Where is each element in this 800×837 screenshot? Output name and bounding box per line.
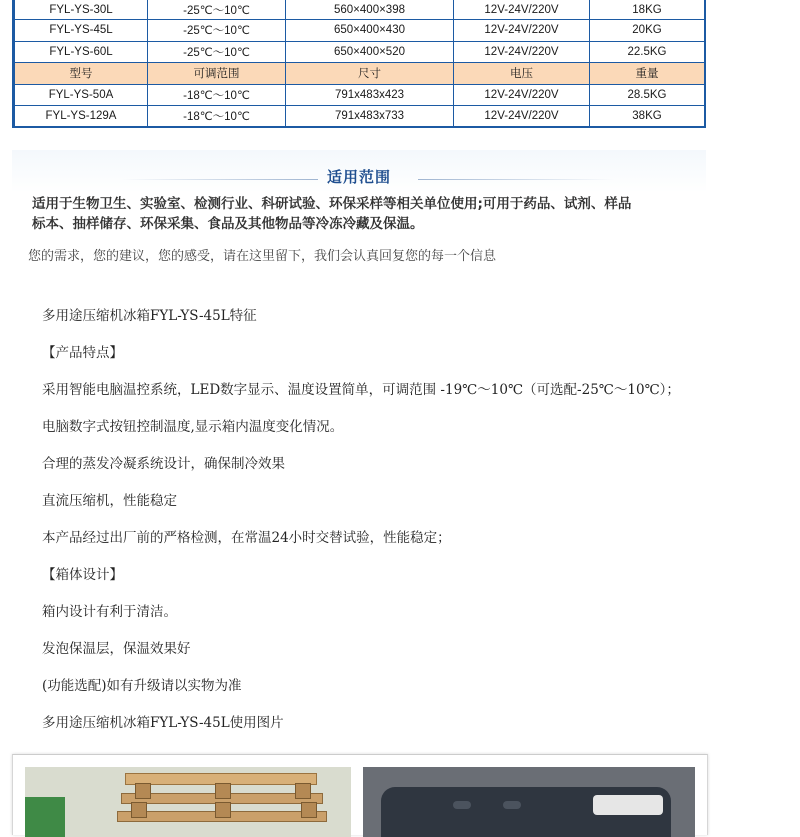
cooler-handle-shape (593, 795, 663, 815)
feature-item: 采用智能电脑温控系统，LED数字显示、温度设置简单，可调范围 -19℃～10℃（可选配-25℃～10℃）； (42, 382, 680, 398)
feature-item: (功能选配)如有升级请以实物为准 (42, 678, 242, 694)
spec-data-row (15, 20, 705, 42)
scope-banner (12, 150, 706, 272)
voltage-cell: 12V-24V/220V (454, 84, 590, 106)
cooler-lid-recess (453, 801, 471, 809)
scope-description (32, 194, 692, 234)
model-cell: FYL-YS-60L (15, 41, 148, 63)
spec-header-row (15, 63, 705, 85)
feature-item: 多用途压缩机冰箱FYL-YS-45L使用图片 (42, 715, 284, 731)
model-cell: FYL-YS-129A (15, 106, 148, 128)
range-cell: -25℃～10℃ (148, 41, 286, 63)
cooler-photo[interactable] (363, 767, 695, 837)
spec-header-cell: 重量 (590, 63, 705, 85)
size-cell: 650×400×520 (286, 41, 454, 63)
feature-item: 发泡保温层，保温效果好 (42, 641, 191, 657)
cooler-lid-recess (503, 801, 521, 809)
model-cell: FYL-YS-50A (15, 84, 148, 106)
spec-header-cell: 可调范围 (148, 63, 286, 85)
feature-item: 本产品经过出厂前的严格检测，在常温24小时交替试验，性能稳定； (42, 530, 451, 546)
feature-list (42, 302, 792, 746)
size-cell: 560×400×398 (286, 0, 454, 20)
feature-item: 合理的蒸发冷凝系统设计，确保制冷效果 (42, 456, 285, 472)
range-cell: -18℃～10℃ (148, 84, 286, 106)
feature-item: 【箱体设计】 (42, 567, 123, 583)
model-cell: FYL-YS-45L (15, 20, 148, 42)
range-cell: -25℃～10℃ (148, 0, 286, 20)
pallet-block (295, 783, 311, 799)
voltage-cell: 12V-24V/220V (454, 20, 590, 42)
weight-cell: 38KG (590, 106, 705, 128)
spec-data-row (15, 41, 705, 63)
weight-cell: 20KG (590, 20, 705, 42)
weight-cell: 28.5KG (590, 84, 705, 106)
spec-data-row (15, 106, 705, 128)
feature-item: 直流压缩机，性能稳定 (42, 493, 177, 509)
range-cell: -25℃～10℃ (148, 20, 286, 42)
spec-data-row (15, 84, 705, 106)
pallet-photo[interactable] (25, 767, 351, 837)
range-cell: -18℃～10℃ (148, 106, 286, 128)
feature-item: 箱内设计有利于清洁。 (42, 604, 177, 620)
pallet-block (215, 802, 231, 818)
size-cell: 791x483x423 (286, 84, 454, 106)
usage-photo-gallery (12, 754, 708, 835)
pallet-block (135, 783, 151, 799)
scope-title: 适用范围 (326, 168, 391, 186)
feedback-prompt: 您的需求，您的建议，您的感受，请在这里留下，我们会认真回复您的每一个信息 (28, 249, 497, 264)
scope-description-line: 适用于生物卫生、实验室、检测行业、科研试验、环保采样等相关单位使用;可用于药品、试剂、样品 (32, 196, 632, 212)
pallet-block (215, 783, 231, 799)
spec-table-container (12, 0, 706, 128)
voltage-cell: 12V-24V/220V (454, 41, 590, 63)
spec-header-cell: 尺寸 (286, 63, 454, 85)
title-divider-right (418, 179, 614, 180)
feature-item: 【产品特点】 (42, 345, 123, 361)
spec-header-cell: 型号 (15, 63, 148, 85)
pallet-block (301, 802, 317, 818)
voltage-cell: 12V-24V/220V (454, 0, 590, 20)
feature-item: 电脑数字式按钮控制温度,显示箱内温度变化情况。 (42, 419, 344, 435)
voltage-cell: 12V-24V/220V (454, 106, 590, 128)
size-cell: 791x483x733 (286, 106, 454, 128)
pallet-block (131, 802, 147, 818)
weight-cell: 18KG (590, 0, 705, 20)
spec-data-row (15, 0, 705, 20)
model-cell: FYL-YS-30L (15, 0, 148, 20)
feature-item: 多用途压缩机冰箱FYL-YS-45L特征 (42, 308, 257, 324)
scope-description-line: 标本、抽样储存、环保采集、食品及其他物品等冷冻冷藏及保温。 (32, 216, 424, 232)
spec-table (14, 0, 705, 128)
spec-header-cell: 电压 (454, 63, 590, 85)
size-cell: 650×400×430 (286, 20, 454, 42)
weight-cell: 22.5KG (590, 41, 705, 63)
green-object-shape (25, 797, 65, 837)
